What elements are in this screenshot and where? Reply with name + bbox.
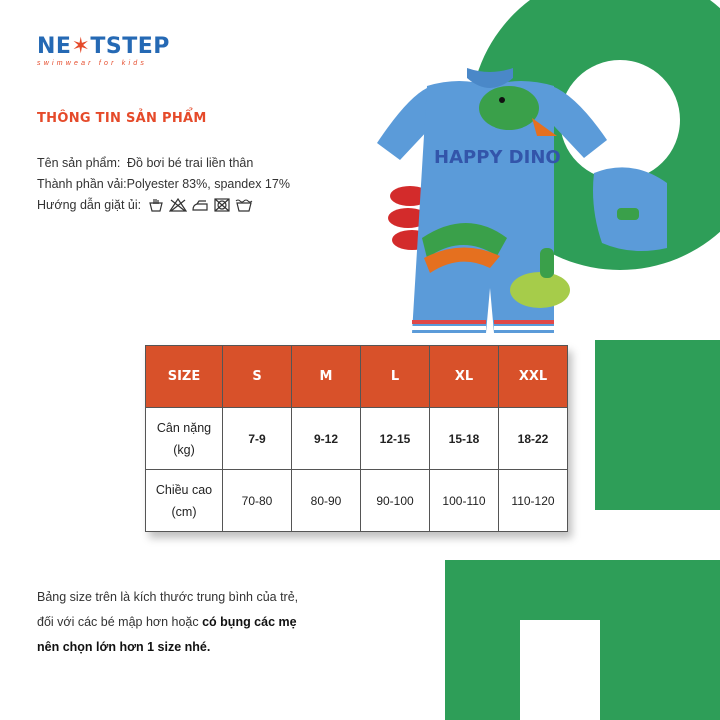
product-name-row [37, 156, 253, 170]
logo-tagline: swimwear for kids [37, 60, 148, 67]
table-cell: 7-9 [223, 408, 292, 470]
hem-stripe [412, 320, 486, 324]
logo-wordmark: NE✶TSTEP [37, 34, 170, 59]
note-line-2: đối với các bé mập hơn hoặc có bụng các mẹ [37, 615, 297, 629]
size-table [145, 345, 568, 532]
section-title: THÔNG TIN SẢN PHẨM [37, 111, 207, 126]
wash-30-icon [235, 198, 253, 212]
header-cell-l: L [361, 346, 430, 408]
table-cell: 90-100 [361, 470, 430, 532]
header-cell-m: M [292, 346, 361, 408]
size-note [37, 585, 337, 660]
dino-head [479, 86, 539, 130]
note-line-3: nên chọn lớn hơn 1 size nhé. [37, 640, 211, 654]
decorative-shape-cutout-bottom [520, 620, 600, 720]
dino-eye [499, 97, 505, 103]
material-row [37, 177, 290, 191]
decorative-green-shape-middle [595, 340, 720, 510]
wash-label: Hướng dẫn giặt ủi: [37, 198, 142, 212]
table-cell: 9-12 [292, 408, 361, 470]
material-label: Thành phần vải: [37, 177, 127, 191]
wash-instructions-row [37, 198, 253, 212]
table-cell: 70-80 [223, 470, 292, 532]
note-line-1: Bảng size trên là kích thước trung bình của trẻ, [37, 590, 299, 604]
product-name-value: Đồ bơi bé trai liền thân [127, 156, 254, 170]
header-cell-xl: XL [430, 346, 499, 408]
product-image-swimsuit [372, 58, 672, 350]
material-value: Polyester 83%, spandex 17% [126, 177, 290, 191]
hem-stripe [412, 326, 486, 330]
table-cell: 80-90 [292, 470, 361, 532]
swim-cap-dino [617, 208, 639, 220]
starfish-icon: ✶ [71, 34, 91, 59]
table-row-weight [146, 408, 568, 470]
hill [510, 272, 570, 308]
row-label-weight: Cân nặng (kg) [146, 408, 223, 470]
table-row-height [146, 470, 568, 532]
print-text: HAPPY DINO [434, 147, 561, 168]
iron-icon [191, 198, 209, 212]
table-cell: 18-22 [499, 408, 568, 470]
table-cell: 110-120 [499, 470, 568, 532]
header-cell-size: SIZE [146, 346, 223, 408]
product-name-label: Tên sản phẩm: [37, 156, 121, 170]
size-table-header [146, 346, 568, 408]
no-bleach-icon [169, 198, 187, 212]
hem-stripe [494, 326, 554, 330]
brand-logo [37, 34, 170, 67]
hand-wash-icon [147, 198, 165, 212]
hem-stripe [494, 320, 554, 324]
table-cell: 12-15 [361, 408, 430, 470]
small-dino [540, 248, 554, 278]
header-cell-s: S [223, 346, 292, 408]
wash-icons [147, 198, 253, 212]
swimsuit-left-sleeve [377, 88, 430, 160]
row-label-height: Chiều cao (cm) [146, 470, 223, 532]
header-cell-xxl: XXL [499, 346, 568, 408]
no-tumble-dry-icon [213, 198, 231, 212]
table-cell: 15-18 [430, 408, 499, 470]
table-cell: 100-110 [430, 470, 499, 532]
